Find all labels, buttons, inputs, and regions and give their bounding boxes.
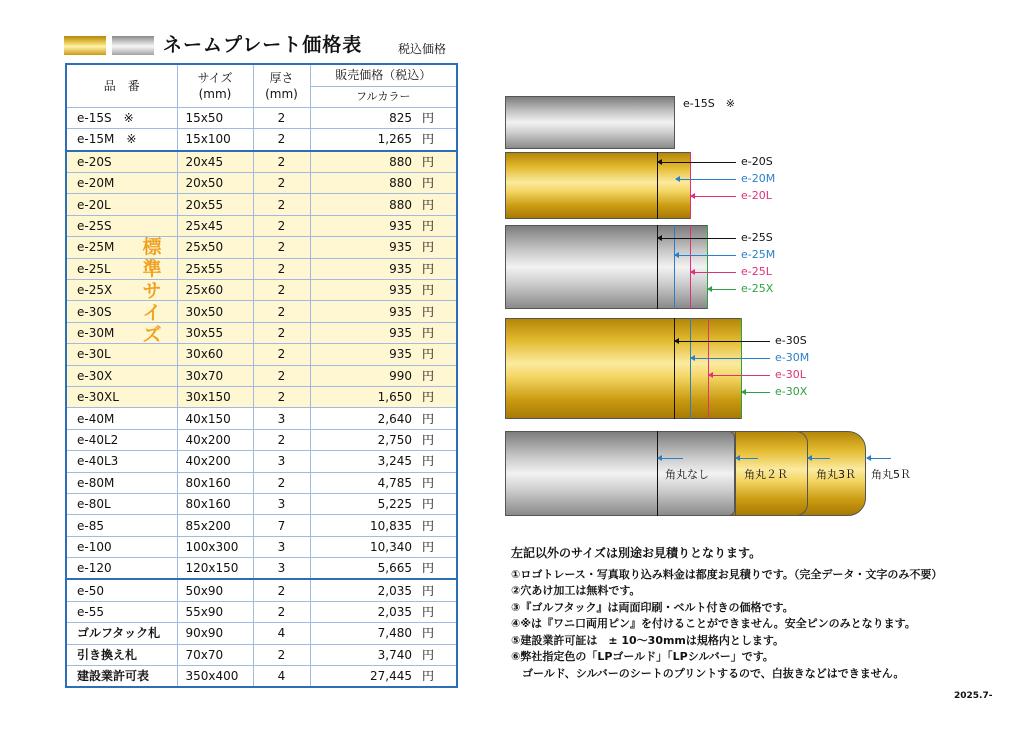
arrow-e30s xyxy=(675,341,770,342)
price-value: 1,265 xyxy=(377,132,412,147)
label-corner-none: 角丸なし xyxy=(665,468,709,481)
label-corner-5r: 角丸5Ｒ xyxy=(871,468,911,481)
price-value: 5,665 xyxy=(377,561,412,576)
cell-price xyxy=(310,579,457,601)
cell-thickness: 2 xyxy=(253,579,310,601)
arrow-corner-none xyxy=(658,458,683,459)
cell-price xyxy=(310,215,457,236)
table-row xyxy=(66,151,457,173)
cell-thickness: 4 xyxy=(253,623,310,644)
page-title: ネームプレート価格表 xyxy=(163,34,363,56)
cell-price xyxy=(310,129,457,151)
cell-part-number: e-30M xyxy=(66,322,177,343)
cell-part-number: e-30X xyxy=(66,365,177,386)
price-unit: 円 xyxy=(422,497,435,512)
cell-price xyxy=(310,666,457,688)
price-value: 5,225 xyxy=(377,497,412,512)
cell-part-number: e-100 xyxy=(66,536,177,557)
table-row xyxy=(66,666,457,688)
price-value: 935 xyxy=(389,240,412,255)
cell-size: 90x90 xyxy=(177,623,253,644)
cell-price xyxy=(310,194,457,215)
price-value: 10,340 xyxy=(370,539,412,554)
revision-date: 2025.7- xyxy=(954,691,993,701)
cell-part-number: e-50 xyxy=(66,579,177,601)
cell-price xyxy=(310,344,457,365)
note-item: ゴールド、シルバーのシートのプリントするので、白抜きなどはできません。 xyxy=(511,666,905,680)
table-row xyxy=(66,601,457,622)
cell-thickness: 2 xyxy=(253,644,310,665)
silver-swatch xyxy=(112,36,154,55)
cell-size: 50x90 xyxy=(177,579,253,601)
price-value: 935 xyxy=(389,304,412,319)
cell-price xyxy=(310,258,457,279)
cell-size: 25x60 xyxy=(177,280,253,301)
price-unit: 円 xyxy=(422,132,435,147)
cell-part-number: e-25M xyxy=(66,237,177,258)
label-e30s: e-30S xyxy=(775,334,807,347)
price-value: 880 xyxy=(389,154,412,169)
price-unit: 円 xyxy=(422,539,435,554)
cell-thickness: 4 xyxy=(253,666,310,688)
cell-price xyxy=(310,451,457,472)
price-value: 2,035 xyxy=(377,583,412,598)
header-price-sub: フルカラー xyxy=(310,86,457,107)
cell-thickness: 2 xyxy=(253,365,310,386)
cell-thickness: 2 xyxy=(253,194,310,215)
cell-price xyxy=(310,493,457,514)
label-e30x: e-30X xyxy=(775,385,808,398)
cell-size: 40x200 xyxy=(177,429,253,450)
arrow-e20m xyxy=(676,179,736,180)
price-unit: 円 xyxy=(422,647,435,662)
cell-price xyxy=(310,173,457,194)
cell-price xyxy=(310,280,457,301)
cell-size: 40x150 xyxy=(177,408,253,429)
price-unit: 円 xyxy=(422,475,435,490)
cell-size: 70x70 xyxy=(177,644,253,665)
cell-size: 25x45 xyxy=(177,215,253,236)
cell-part-number: e-80L xyxy=(66,493,177,514)
price-value: 3,740 xyxy=(377,647,412,662)
label-e25s: e-25S xyxy=(741,231,773,244)
cell-thickness: 2 xyxy=(253,322,310,343)
cell-part-number: e-15S ※ xyxy=(66,107,177,128)
arrow-e25s xyxy=(658,238,736,239)
arrow-e20l xyxy=(691,196,736,197)
e30x-edge xyxy=(741,318,742,419)
price-unit: 円 xyxy=(422,626,435,641)
arrow-e30x xyxy=(742,392,770,393)
price-unit: 円 xyxy=(422,368,435,383)
price-unit: 円 xyxy=(422,154,435,169)
cell-size: 30x55 xyxy=(177,322,253,343)
note-item: ④※は『ワニ口両用ピン』を付けることができません。安全ピンのみとなります。 xyxy=(511,617,916,630)
label-e25l: e-25L xyxy=(741,265,772,278)
e30m-edge xyxy=(690,318,691,419)
cell-price xyxy=(310,558,457,580)
cell-size: 120x150 xyxy=(177,558,253,580)
cell-price xyxy=(310,623,457,644)
cell-part-number: 引き換え札 xyxy=(66,644,177,665)
cell-size: 40x200 xyxy=(177,451,253,472)
note-item: ⑤建設業許可証は ± 10〜30mmは規格内とします。 xyxy=(511,633,785,647)
cell-size: 20x45 xyxy=(177,151,253,173)
table-row xyxy=(66,558,457,580)
cell-price xyxy=(310,408,457,429)
price-value: 935 xyxy=(389,219,412,234)
price-unit: 円 xyxy=(422,240,435,255)
price-value: 935 xyxy=(389,283,412,298)
arrow-e30m xyxy=(691,358,770,359)
cell-price xyxy=(310,386,457,407)
cell-size: 350x400 xyxy=(177,666,253,688)
price-value: 10,835 xyxy=(370,518,412,533)
cell-part-number: e-30XL xyxy=(66,386,177,407)
arrow-e20s xyxy=(658,162,736,163)
table-row xyxy=(66,365,457,386)
cell-thickness: 2 xyxy=(253,301,310,322)
table-row xyxy=(66,301,457,322)
cell-thickness: 2 xyxy=(253,601,310,622)
label-e20s: e-20S xyxy=(741,155,773,168)
cell-size: 85x200 xyxy=(177,515,253,536)
cell-size: 30x70 xyxy=(177,365,253,386)
note-item: ③『ゴルフタック』は両面印刷・ベルト付きの価格です。 xyxy=(511,600,794,614)
price-value: 1,650 xyxy=(377,390,412,405)
note-item: ⑥弊社指定色の「LPゴールド」「LPシルバー」です。 xyxy=(511,650,774,663)
arrow-corner-2r xyxy=(736,458,758,459)
cell-size: 30x50 xyxy=(177,301,253,322)
table-row xyxy=(66,258,457,279)
cell-thickness: 3 xyxy=(253,493,310,514)
price-unit: 円 xyxy=(422,518,435,533)
price-value: 4,785 xyxy=(377,475,412,490)
notes-lead: 左記以外のサイズは別途お見積りとなります。 xyxy=(511,546,762,560)
price-value: 880 xyxy=(389,176,412,191)
cell-size: 30x150 xyxy=(177,386,253,407)
cell-thickness: 2 xyxy=(253,472,310,493)
cell-price xyxy=(310,429,457,450)
cell-part-number: e-55 xyxy=(66,601,177,622)
cell-part-number: e-40M xyxy=(66,408,177,429)
price-unit: 円 xyxy=(422,261,435,276)
e30l-edge xyxy=(708,318,709,419)
price-unit: 円 xyxy=(422,411,435,426)
label-e25x: e-25X xyxy=(741,282,774,295)
cell-part-number: e-40L3 xyxy=(66,451,177,472)
cell-size: 100x300 xyxy=(177,536,253,557)
arrow-e25m xyxy=(675,255,736,256)
price-unit: 円 xyxy=(422,583,435,598)
table-row xyxy=(66,515,457,536)
price-unit: 円 xyxy=(422,304,435,319)
price-value: 935 xyxy=(389,347,412,362)
cell-price xyxy=(310,472,457,493)
arrow-e25x xyxy=(708,289,736,290)
corner-none-edge xyxy=(657,431,658,516)
cell-thickness: 2 xyxy=(253,173,310,194)
label-e30m: e-30M xyxy=(775,351,810,364)
cell-price xyxy=(310,515,457,536)
price-unit: 円 xyxy=(422,432,435,447)
corner-2r-edge xyxy=(735,431,736,516)
table-row xyxy=(66,194,457,215)
note-item: ①ロゴトレース・写真取り込み料金は都度お見積りです。（完全データ・文字のみ不要） xyxy=(511,567,943,581)
cell-price xyxy=(310,237,457,258)
note-item: ②穴あけ加工は無料です。 xyxy=(511,584,641,597)
price-value: 880 xyxy=(389,197,412,212)
cell-price xyxy=(310,536,457,557)
price-table xyxy=(65,63,458,688)
plate-e30 xyxy=(505,318,742,419)
header-size: サイズ (mm) xyxy=(177,64,253,107)
cell-price xyxy=(310,601,457,622)
table-row xyxy=(66,129,457,151)
cell-thickness: 2 xyxy=(253,215,310,236)
table-row xyxy=(66,322,457,343)
cell-size: 20x55 xyxy=(177,194,253,215)
cell-part-number: e-40L2 xyxy=(66,429,177,450)
table-row xyxy=(66,451,457,472)
cell-size: 80x160 xyxy=(177,472,253,493)
cell-part-number: e-85 xyxy=(66,515,177,536)
cell-part-number: e-20L xyxy=(66,194,177,215)
cell-thickness: 3 xyxy=(253,536,310,557)
price-value: 825 xyxy=(389,111,412,126)
table-row xyxy=(66,408,457,429)
cell-thickness: 2 xyxy=(253,129,310,151)
cell-thickness: 2 xyxy=(253,344,310,365)
price-unit: 円 xyxy=(422,111,435,126)
price-unit: 円 xyxy=(422,605,435,620)
price-unit: 円 xyxy=(422,347,435,362)
cell-part-number: e-80M xyxy=(66,472,177,493)
cell-thickness: 3 xyxy=(253,451,310,472)
price-value: 935 xyxy=(389,325,412,340)
notes xyxy=(511,545,942,682)
cell-price xyxy=(310,107,457,128)
cell-part-number: e-25L xyxy=(66,258,177,279)
table-row xyxy=(66,644,457,665)
table-row xyxy=(66,579,457,601)
cell-size: 15x50 xyxy=(177,107,253,128)
table-row xyxy=(66,623,457,644)
price-value: 27,445 xyxy=(370,669,412,684)
label-e20m: e-20M xyxy=(741,172,776,185)
price-unit: 円 xyxy=(422,176,435,191)
cell-size: 80x160 xyxy=(177,493,253,514)
price-unit: 円 xyxy=(422,454,435,469)
cell-part-number: e-25S xyxy=(66,215,177,236)
table-row xyxy=(66,493,457,514)
arrow-corner-5r xyxy=(867,458,891,459)
header-price: 販売価格（税込） xyxy=(310,64,457,86)
cell-thickness: 2 xyxy=(253,237,310,258)
header-thickness: 厚さ (mm) xyxy=(253,64,310,107)
cell-size: 15x100 xyxy=(177,129,253,151)
gold-swatch xyxy=(64,36,106,55)
price-unit: 円 xyxy=(422,283,435,298)
label-corner-2r: 角丸２Ｒ xyxy=(744,468,788,481)
price-unit: 円 xyxy=(422,669,435,684)
cell-size: 25x55 xyxy=(177,258,253,279)
price-value: 990 xyxy=(389,368,412,383)
cell-part-number: e-120 xyxy=(66,558,177,580)
price-table-body xyxy=(66,107,457,687)
cell-price xyxy=(310,365,457,386)
cell-part-number: e-15M ※ xyxy=(66,129,177,151)
cell-thickness: 2 xyxy=(253,429,310,450)
cell-thickness: 3 xyxy=(253,408,310,429)
cell-size: 30x60 xyxy=(177,344,253,365)
table-row xyxy=(66,344,457,365)
price-value: 2,035 xyxy=(377,605,412,620)
cell-thickness: 2 xyxy=(253,107,310,128)
cell-thickness: 2 xyxy=(253,258,310,279)
table-row xyxy=(66,386,457,407)
cell-part-number: e-30L xyxy=(66,344,177,365)
cell-size: 25x50 xyxy=(177,237,253,258)
price-unit: 円 xyxy=(422,197,435,212)
price-value: 935 xyxy=(389,261,412,276)
cell-part-number: 建設業許可表 xyxy=(66,666,177,688)
cell-thickness: 7 xyxy=(253,515,310,536)
cell-part-number: e-25X xyxy=(66,280,177,301)
price-unit: 円 xyxy=(422,561,435,576)
e30s-edge xyxy=(674,318,675,419)
price-value: 7,480 xyxy=(377,626,412,641)
header-number: 品 番 xyxy=(66,64,177,107)
cell-price xyxy=(310,322,457,343)
price-value: 3,245 xyxy=(377,454,412,469)
price-unit: 円 xyxy=(422,325,435,340)
cell-thickness: 3 xyxy=(253,558,310,580)
label-e25m: e-25M xyxy=(741,248,776,261)
table-row xyxy=(66,173,457,194)
cell-price xyxy=(310,151,457,173)
price-value: 2,640 xyxy=(377,411,412,426)
cell-size: 55x90 xyxy=(177,601,253,622)
label-e30l: e-30L xyxy=(775,368,806,381)
cell-part-number: e-20S xyxy=(66,151,177,173)
cell-size: 20x50 xyxy=(177,173,253,194)
cell-part-number: e-30S xyxy=(66,301,177,322)
cell-thickness: 2 xyxy=(253,280,310,301)
label-corner-3r: 角丸3Ｒ xyxy=(816,468,856,481)
table-row xyxy=(66,215,457,236)
table-row xyxy=(66,472,457,493)
table-row xyxy=(66,237,457,258)
standard-size-label: 標 準 サ イ ズ xyxy=(142,236,162,346)
price-unit: 円 xyxy=(422,219,435,234)
label-e20l: e-20L xyxy=(741,189,772,202)
table-row xyxy=(66,107,457,128)
table-row xyxy=(66,536,457,557)
price-value: 2,750 xyxy=(377,432,412,447)
label-e15: e-15S ※ xyxy=(683,97,735,110)
table-row xyxy=(66,280,457,301)
arrow-e30l xyxy=(709,375,770,376)
cell-thickness: 2 xyxy=(253,386,310,407)
cell-part-number: ゴルフタック札 xyxy=(66,623,177,644)
cell-thickness: 2 xyxy=(253,151,310,173)
arrow-corner-3r xyxy=(808,458,830,459)
tax-note: 税込価格 xyxy=(398,42,447,56)
cell-part-number: e-20M xyxy=(66,173,177,194)
cell-price xyxy=(310,301,457,322)
table-row xyxy=(66,429,457,450)
price-unit: 円 xyxy=(422,390,435,405)
cell-price xyxy=(310,644,457,665)
arrow-e25l xyxy=(691,272,736,273)
plate-e15 xyxy=(505,96,675,149)
